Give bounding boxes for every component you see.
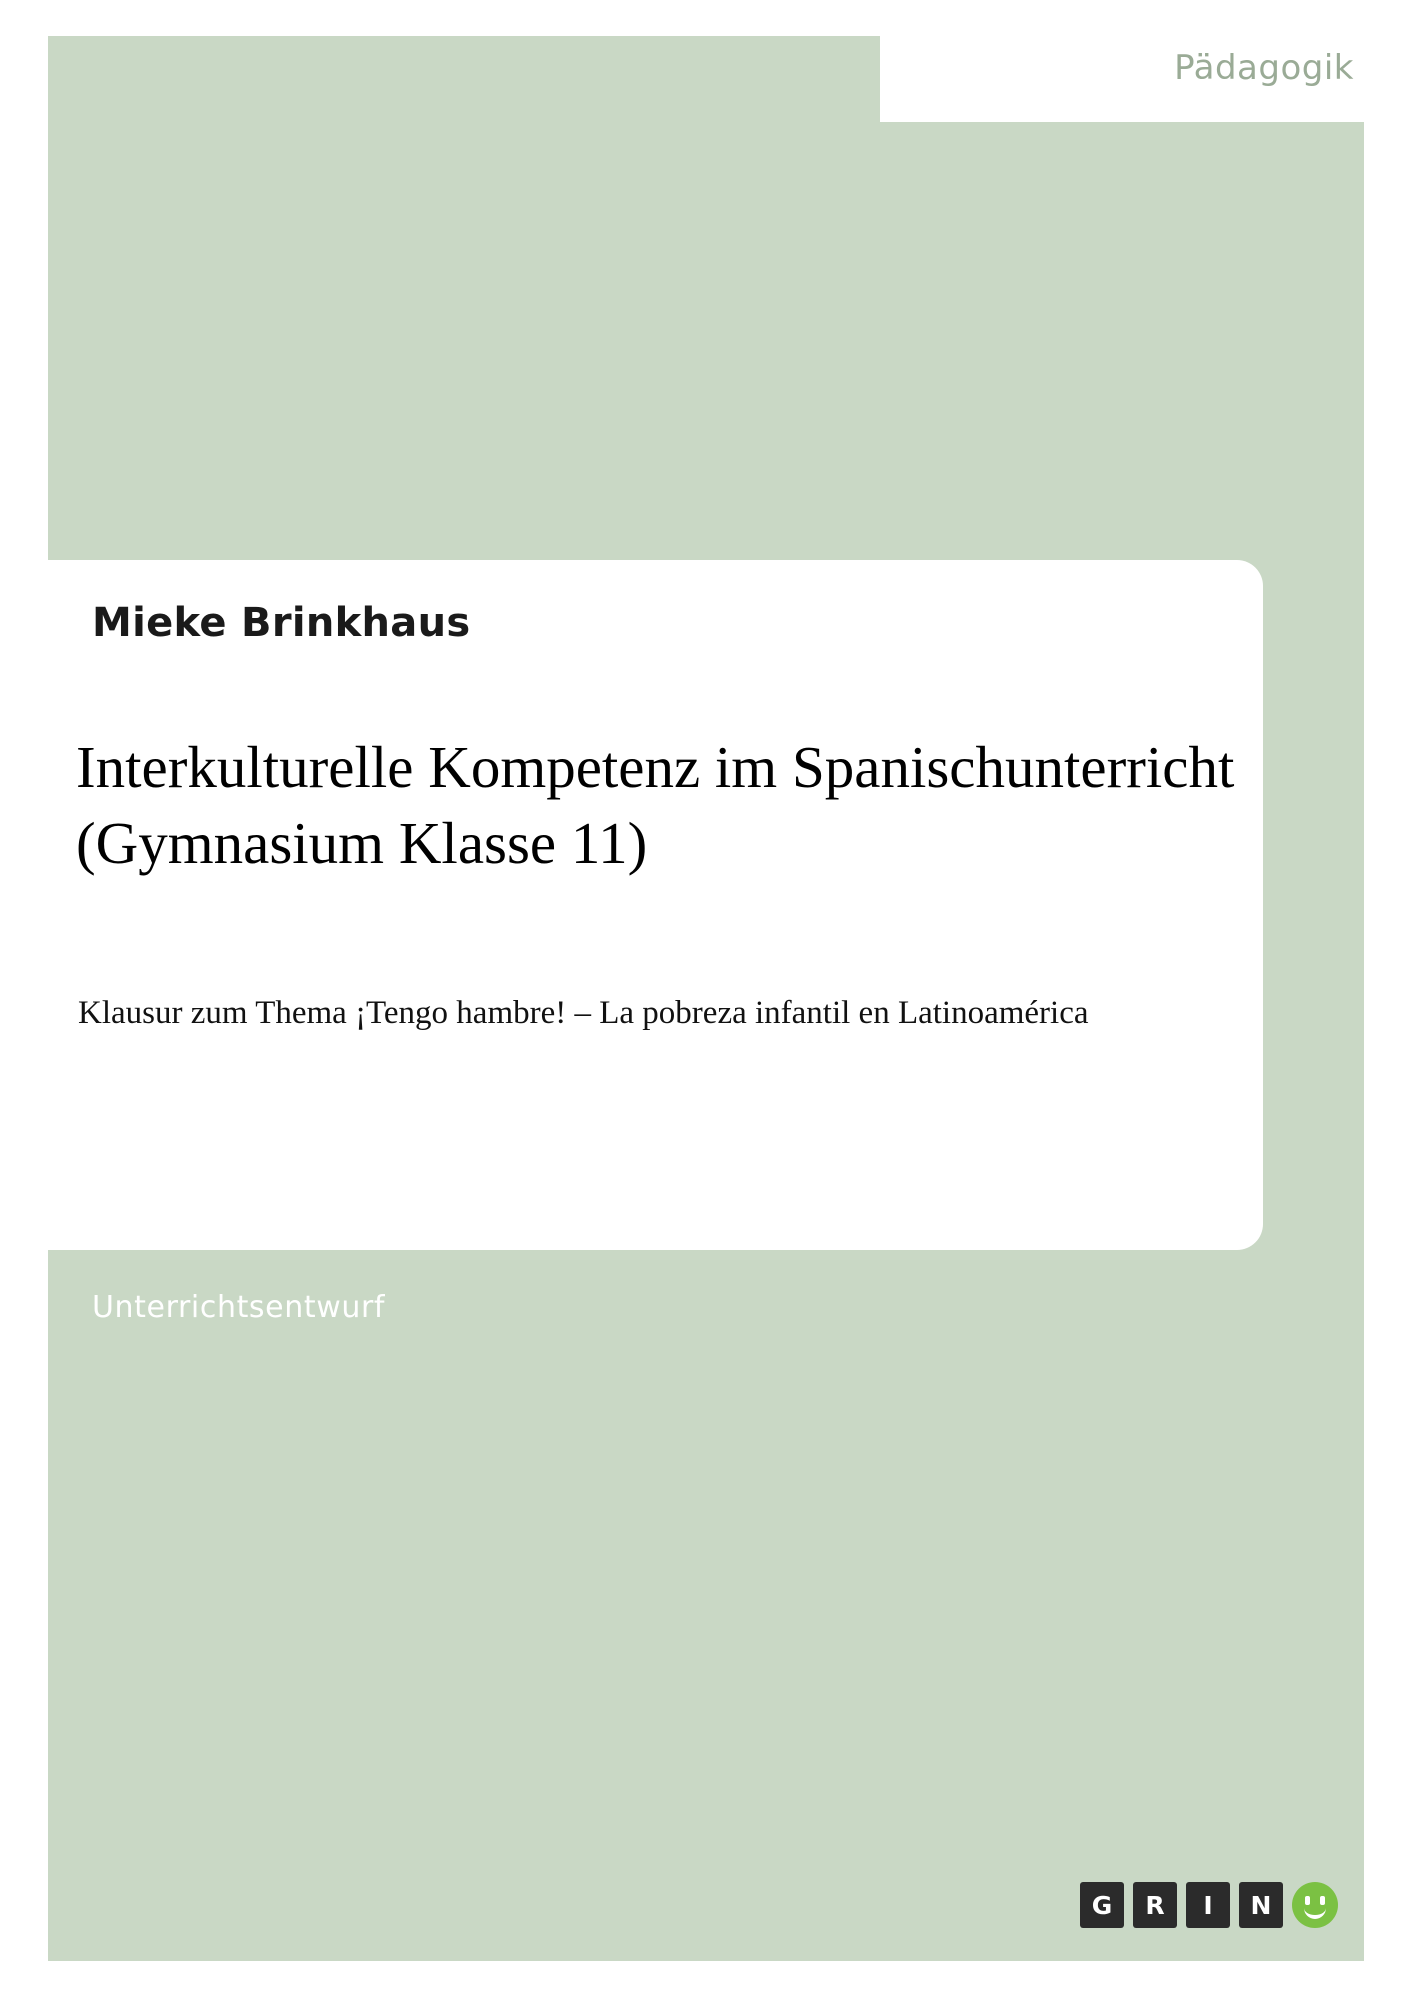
logo-letter-i: I (1186, 1882, 1230, 1928)
author-name: Mieke Brinkhaus (92, 600, 471, 646)
document-type-label: Unterrichtsentwurf (92, 1290, 386, 1325)
logo-letter-n: N (1239, 1882, 1283, 1928)
page-title: Interkulturelle Kompetenz im Spanischunterricht (Gymnasium Klasse 11) (76, 734, 1235, 876)
logo-letter-g: G (1080, 1882, 1124, 1928)
logo-letter-r: R (1133, 1882, 1177, 1928)
category-label: Pädagogik (1174, 48, 1354, 88)
grin-logo (1080, 1882, 1338, 1928)
title-card (0, 560, 1263, 1250)
smiley-icon (1292, 1882, 1338, 1928)
subtitle: Klausur zum Thema ¡Tengo hambre! – La pobreza infantil en Latinoamérica (78, 995, 1089, 1031)
smiley-mouth (1304, 1904, 1326, 1919)
